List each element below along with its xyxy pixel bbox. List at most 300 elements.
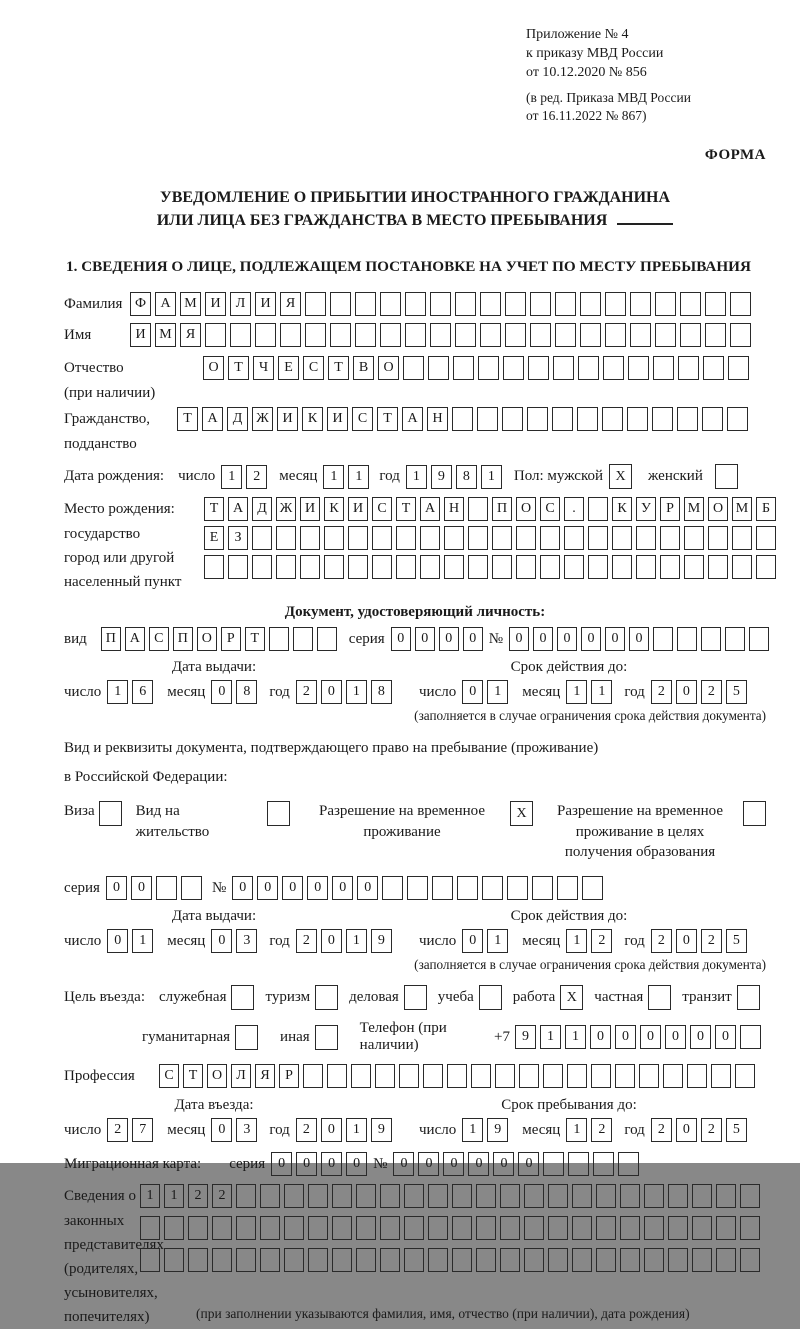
char-cell[interactable]: 9 bbox=[515, 1025, 536, 1049]
purpose-private-checkbox[interactable] bbox=[648, 985, 671, 1010]
char-cell[interactable] bbox=[428, 356, 449, 380]
char-cell[interactable] bbox=[252, 555, 272, 579]
char-cell[interactable]: 1 bbox=[566, 680, 587, 704]
char-cell[interactable]: 0 bbox=[590, 1025, 611, 1049]
char-cell[interactable] bbox=[756, 555, 776, 579]
char-cell[interactable] bbox=[740, 1025, 761, 1049]
char-cell[interactable] bbox=[568, 1152, 589, 1176]
char-cell[interactable] bbox=[705, 292, 726, 316]
char-cell[interactable] bbox=[476, 1184, 496, 1208]
char-cell[interactable] bbox=[423, 1064, 443, 1088]
char-cell[interactable] bbox=[269, 627, 289, 651]
char-cell[interactable]: 0 bbox=[676, 680, 697, 704]
char-cell[interactable]: Т bbox=[328, 356, 349, 380]
char-cell[interactable] bbox=[552, 407, 573, 431]
char-cell[interactable] bbox=[453, 356, 474, 380]
char-cell[interactable]: Т bbox=[396, 497, 416, 521]
char-cell[interactable]: У bbox=[636, 497, 656, 521]
char-cell[interactable]: 0 bbox=[107, 929, 128, 953]
char-cell[interactable] bbox=[567, 1064, 587, 1088]
char-cell[interactable]: 2 bbox=[591, 1118, 612, 1142]
purpose-tourism-checkbox[interactable] bbox=[315, 985, 338, 1010]
char-cell[interactable] bbox=[324, 526, 344, 550]
char-cell[interactable] bbox=[380, 292, 401, 316]
char-cell[interactable] bbox=[327, 1064, 347, 1088]
char-cell[interactable] bbox=[687, 1064, 707, 1088]
char-cell[interactable]: О bbox=[207, 1064, 227, 1088]
char-cell[interactable] bbox=[236, 1248, 256, 1272]
char-cell[interactable] bbox=[236, 1184, 256, 1208]
char-cell[interactable] bbox=[678, 356, 699, 380]
char-cell[interactable]: 1 bbox=[348, 465, 369, 489]
char-cell[interactable]: 1 bbox=[462, 1118, 483, 1142]
char-cell[interactable]: 1 bbox=[132, 929, 153, 953]
char-cell[interactable]: 0 bbox=[321, 1118, 342, 1142]
purpose-other-checkbox[interactable] bbox=[315, 1025, 338, 1050]
char-cell[interactable] bbox=[477, 407, 498, 431]
purpose-study-checkbox[interactable] bbox=[479, 985, 502, 1010]
char-cell[interactable]: Д bbox=[227, 407, 248, 431]
char-cell[interactable] bbox=[507, 876, 528, 900]
char-cell[interactable] bbox=[300, 555, 320, 579]
char-cell[interactable] bbox=[680, 323, 701, 347]
char-cell[interactable]: 0 bbox=[615, 1025, 636, 1049]
char-cell[interactable] bbox=[630, 292, 651, 316]
char-cell[interactable] bbox=[740, 1184, 760, 1208]
char-cell[interactable] bbox=[582, 876, 603, 900]
char-cell[interactable] bbox=[588, 497, 608, 521]
char-cell[interactable]: 0 bbox=[443, 1152, 464, 1176]
char-cell[interactable]: 0 bbox=[581, 627, 601, 651]
char-cell[interactable] bbox=[540, 526, 560, 550]
char-cell[interactable]: 1 bbox=[346, 1118, 367, 1142]
char-cell[interactable] bbox=[530, 323, 551, 347]
char-cell[interactable]: 0 bbox=[391, 627, 411, 651]
char-cell[interactable]: 1 bbox=[487, 680, 508, 704]
char-cell[interactable] bbox=[705, 323, 726, 347]
char-cell[interactable]: Н bbox=[427, 407, 448, 431]
char-cell[interactable] bbox=[228, 555, 248, 579]
char-cell[interactable] bbox=[732, 555, 752, 579]
char-cell[interactable]: 1 bbox=[566, 929, 587, 953]
char-cell[interactable]: Т bbox=[228, 356, 249, 380]
char-cell[interactable] bbox=[728, 356, 749, 380]
char-cell[interactable] bbox=[708, 526, 728, 550]
char-cell[interactable]: С bbox=[159, 1064, 179, 1088]
char-cell[interactable] bbox=[527, 407, 548, 431]
char-cell[interactable]: Р bbox=[279, 1064, 299, 1088]
char-cell[interactable] bbox=[692, 1248, 712, 1272]
char-cell[interactable] bbox=[356, 1184, 376, 1208]
char-cell[interactable] bbox=[500, 1216, 520, 1240]
char-cell[interactable] bbox=[330, 292, 351, 316]
char-cell[interactable]: И bbox=[348, 497, 368, 521]
char-cell[interactable]: . bbox=[564, 497, 584, 521]
char-cell[interactable]: Л bbox=[231, 1064, 251, 1088]
char-cell[interactable] bbox=[380, 1184, 400, 1208]
char-cell[interactable] bbox=[605, 292, 626, 316]
char-cell[interactable] bbox=[644, 1184, 664, 1208]
char-cell[interactable]: 0 bbox=[676, 1118, 697, 1142]
purpose-work-checkbox[interactable]: X bbox=[560, 985, 583, 1010]
char-cell[interactable]: З bbox=[228, 526, 248, 550]
char-cell[interactable]: С bbox=[540, 497, 560, 521]
char-cell[interactable] bbox=[405, 323, 426, 347]
char-cell[interactable] bbox=[280, 323, 301, 347]
char-cell[interactable] bbox=[593, 1152, 614, 1176]
char-cell[interactable] bbox=[756, 526, 776, 550]
char-cell[interactable]: 9 bbox=[371, 1118, 392, 1142]
purpose-humanitarian-checkbox[interactable] bbox=[235, 1025, 258, 1050]
char-cell[interactable]: И bbox=[277, 407, 298, 431]
char-cell[interactable] bbox=[730, 323, 751, 347]
char-cell[interactable] bbox=[260, 1184, 280, 1208]
char-cell[interactable] bbox=[628, 356, 649, 380]
char-cell[interactable] bbox=[548, 1184, 568, 1208]
char-cell[interactable]: 0 bbox=[393, 1152, 414, 1176]
char-cell[interactable]: 0 bbox=[307, 876, 328, 900]
char-cell[interactable] bbox=[668, 1216, 688, 1240]
char-cell[interactable]: 1 bbox=[107, 680, 128, 704]
char-cell[interactable] bbox=[505, 323, 526, 347]
char-cell[interactable] bbox=[420, 555, 440, 579]
char-cell[interactable] bbox=[407, 876, 428, 900]
char-cell[interactable] bbox=[276, 526, 296, 550]
char-cell[interactable]: И bbox=[300, 497, 320, 521]
char-cell[interactable] bbox=[480, 292, 501, 316]
char-cell[interactable]: 0 bbox=[211, 1118, 232, 1142]
char-cell[interactable]: 0 bbox=[493, 1152, 514, 1176]
char-cell[interactable]: 0 bbox=[271, 1152, 292, 1176]
char-cell[interactable] bbox=[380, 1216, 400, 1240]
char-cell[interactable]: 9 bbox=[431, 465, 452, 489]
char-cell[interactable]: О bbox=[516, 497, 536, 521]
char-cell[interactable] bbox=[644, 1216, 664, 1240]
char-cell[interactable] bbox=[403, 356, 424, 380]
char-cell[interactable] bbox=[308, 1248, 328, 1272]
char-cell[interactable]: 2 bbox=[296, 680, 317, 704]
char-cell[interactable] bbox=[500, 1248, 520, 1272]
char-cell[interactable] bbox=[557, 876, 578, 900]
char-cell[interactable]: 0 bbox=[463, 627, 483, 651]
char-cell[interactable] bbox=[476, 1216, 496, 1240]
char-cell[interactable] bbox=[428, 1184, 448, 1208]
char-cell[interactable]: 0 bbox=[332, 876, 353, 900]
char-cell[interactable]: 0 bbox=[106, 876, 127, 900]
char-cell[interactable]: 0 bbox=[357, 876, 378, 900]
char-cell[interactable] bbox=[330, 323, 351, 347]
char-cell[interactable] bbox=[555, 292, 576, 316]
char-cell[interactable] bbox=[660, 555, 680, 579]
char-cell[interactable] bbox=[476, 1248, 496, 1272]
char-cell[interactable] bbox=[612, 526, 632, 550]
char-cell[interactable] bbox=[430, 323, 451, 347]
char-cell[interactable]: 1 bbox=[591, 680, 612, 704]
char-cell[interactable]: 5 bbox=[726, 1118, 747, 1142]
char-cell[interactable]: 1 bbox=[346, 929, 367, 953]
char-cell[interactable]: Ж bbox=[252, 407, 273, 431]
char-cell[interactable] bbox=[404, 1248, 424, 1272]
char-cell[interactable]: 1 bbox=[540, 1025, 561, 1049]
char-cell[interactable] bbox=[630, 323, 651, 347]
char-cell[interactable] bbox=[524, 1248, 544, 1272]
char-cell[interactable]: П bbox=[173, 627, 193, 651]
char-cell[interactable] bbox=[725, 627, 745, 651]
char-cell[interactable]: 3 bbox=[236, 929, 257, 953]
char-cell[interactable]: 2 bbox=[701, 1118, 722, 1142]
char-cell[interactable]: 0 bbox=[346, 1152, 367, 1176]
char-cell[interactable]: П bbox=[101, 627, 121, 651]
char-cell[interactable]: 0 bbox=[676, 929, 697, 953]
char-cell[interactable]: 0 bbox=[131, 876, 152, 900]
char-cell[interactable] bbox=[684, 555, 704, 579]
char-cell[interactable] bbox=[156, 876, 177, 900]
char-cell[interactable]: Ф bbox=[130, 292, 151, 316]
char-cell[interactable] bbox=[639, 1064, 659, 1088]
char-cell[interactable] bbox=[428, 1248, 448, 1272]
char-cell[interactable]: 2 bbox=[651, 1118, 672, 1142]
char-cell[interactable] bbox=[452, 1184, 472, 1208]
char-cell[interactable] bbox=[492, 555, 512, 579]
char-cell[interactable]: 0 bbox=[605, 627, 625, 651]
char-cell[interactable]: С bbox=[352, 407, 373, 431]
char-cell[interactable] bbox=[615, 1064, 635, 1088]
char-cell[interactable] bbox=[305, 323, 326, 347]
char-cell[interactable] bbox=[382, 876, 403, 900]
char-cell[interactable] bbox=[716, 1248, 736, 1272]
char-cell[interactable]: 3 bbox=[236, 1118, 257, 1142]
char-cell[interactable] bbox=[293, 627, 313, 651]
char-cell[interactable] bbox=[644, 1248, 664, 1272]
char-cell[interactable] bbox=[653, 356, 674, 380]
char-cell[interactable]: Т bbox=[377, 407, 398, 431]
char-cell[interactable] bbox=[500, 1184, 520, 1208]
char-cell[interactable] bbox=[655, 292, 676, 316]
char-cell[interactable]: 1 bbox=[481, 465, 502, 489]
char-cell[interactable] bbox=[627, 407, 648, 431]
char-cell[interactable] bbox=[620, 1216, 640, 1240]
char-cell[interactable] bbox=[620, 1184, 640, 1208]
char-cell[interactable] bbox=[532, 876, 553, 900]
char-cell[interactable] bbox=[452, 1248, 472, 1272]
char-cell[interactable]: 0 bbox=[439, 627, 459, 651]
char-cell[interactable] bbox=[703, 356, 724, 380]
visa-checkbox[interactable] bbox=[99, 801, 122, 826]
char-cell[interactable] bbox=[548, 1248, 568, 1272]
char-cell[interactable] bbox=[708, 555, 728, 579]
residence-permit-checkbox[interactable] bbox=[267, 801, 290, 826]
char-cell[interactable] bbox=[524, 1216, 544, 1240]
char-cell[interactable]: 0 bbox=[462, 929, 483, 953]
char-cell[interactable] bbox=[420, 526, 440, 550]
char-cell[interactable] bbox=[660, 526, 680, 550]
char-cell[interactable] bbox=[284, 1184, 304, 1208]
char-cell[interactable] bbox=[732, 526, 752, 550]
char-cell[interactable] bbox=[356, 1216, 376, 1240]
char-cell[interactable]: П bbox=[492, 497, 512, 521]
char-cell[interactable] bbox=[684, 526, 704, 550]
char-cell[interactable]: 0 bbox=[462, 680, 483, 704]
char-cell[interactable] bbox=[372, 555, 392, 579]
char-cell[interactable]: Р bbox=[660, 497, 680, 521]
char-cell[interactable] bbox=[572, 1184, 592, 1208]
char-cell[interactable] bbox=[308, 1216, 328, 1240]
char-cell[interactable]: 0 bbox=[509, 627, 529, 651]
char-cell[interactable]: Е bbox=[204, 526, 224, 550]
char-cell[interactable] bbox=[530, 292, 551, 316]
char-cell[interactable] bbox=[212, 1248, 232, 1272]
char-cell[interactable]: Ч bbox=[253, 356, 274, 380]
char-cell[interactable]: 0 bbox=[518, 1152, 539, 1176]
char-cell[interactable]: 0 bbox=[321, 929, 342, 953]
char-cell[interactable] bbox=[716, 1216, 736, 1240]
char-cell[interactable] bbox=[324, 555, 344, 579]
char-cell[interactable] bbox=[603, 356, 624, 380]
char-cell[interactable]: А bbox=[420, 497, 440, 521]
char-cell[interactable]: М bbox=[155, 323, 176, 347]
char-cell[interactable] bbox=[677, 407, 698, 431]
char-cell[interactable] bbox=[492, 526, 512, 550]
char-cell[interactable]: 0 bbox=[640, 1025, 661, 1049]
char-cell[interactable] bbox=[636, 555, 656, 579]
char-cell[interactable]: О bbox=[203, 356, 224, 380]
char-cell[interactable] bbox=[236, 1216, 256, 1240]
char-cell[interactable]: Д bbox=[252, 497, 272, 521]
char-cell[interactable]: 1 bbox=[346, 680, 367, 704]
char-cell[interactable]: 1 bbox=[566, 1118, 587, 1142]
char-cell[interactable] bbox=[653, 627, 673, 651]
char-cell[interactable]: Я bbox=[280, 292, 301, 316]
char-cell[interactable] bbox=[284, 1216, 304, 1240]
char-cell[interactable]: О bbox=[378, 356, 399, 380]
char-cell[interactable]: Ж bbox=[276, 497, 296, 521]
char-cell[interactable]: 9 bbox=[487, 1118, 508, 1142]
char-cell[interactable]: М bbox=[180, 292, 201, 316]
char-cell[interactable]: 2 bbox=[212, 1184, 232, 1208]
char-cell[interactable] bbox=[680, 292, 701, 316]
char-cell[interactable] bbox=[447, 1064, 467, 1088]
char-cell[interactable] bbox=[355, 323, 376, 347]
char-cell[interactable]: О bbox=[197, 627, 217, 651]
char-cell[interactable] bbox=[577, 407, 598, 431]
char-cell[interactable] bbox=[260, 1216, 280, 1240]
char-cell[interactable]: К bbox=[324, 497, 344, 521]
char-cell[interactable]: 0 bbox=[321, 1152, 342, 1176]
char-cell[interactable]: 0 bbox=[690, 1025, 711, 1049]
char-cell[interactable] bbox=[356, 1248, 376, 1272]
char-cell[interactable] bbox=[740, 1216, 760, 1240]
char-cell[interactable] bbox=[396, 526, 416, 550]
char-cell[interactable]: А bbox=[155, 292, 176, 316]
char-cell[interactable] bbox=[380, 1248, 400, 1272]
char-cell[interactable] bbox=[140, 1216, 160, 1240]
char-cell[interactable]: 1 bbox=[164, 1184, 184, 1208]
char-cell[interactable]: 2 bbox=[701, 929, 722, 953]
temp-residence-checkbox[interactable]: X bbox=[510, 801, 533, 826]
char-cell[interactable] bbox=[702, 407, 723, 431]
char-cell[interactable] bbox=[482, 876, 503, 900]
char-cell[interactable] bbox=[572, 1248, 592, 1272]
char-cell[interactable]: 0 bbox=[321, 680, 342, 704]
char-cell[interactable] bbox=[332, 1184, 352, 1208]
char-cell[interactable]: 1 bbox=[406, 465, 427, 489]
char-cell[interactable] bbox=[255, 323, 276, 347]
char-cell[interactable] bbox=[516, 526, 536, 550]
char-cell[interactable] bbox=[204, 555, 224, 579]
char-cell[interactable]: А bbox=[202, 407, 223, 431]
char-cell[interactable] bbox=[580, 292, 601, 316]
char-cell[interactable] bbox=[572, 1216, 592, 1240]
char-cell[interactable]: К bbox=[612, 497, 632, 521]
char-cell[interactable]: 1 bbox=[565, 1025, 586, 1049]
char-cell[interactable]: 0 bbox=[211, 680, 232, 704]
char-cell[interactable] bbox=[564, 555, 584, 579]
char-cell[interactable] bbox=[596, 1216, 616, 1240]
char-cell[interactable] bbox=[432, 876, 453, 900]
char-cell[interactable] bbox=[602, 407, 623, 431]
temp-residence-education-checkbox[interactable] bbox=[743, 801, 766, 826]
char-cell[interactable] bbox=[605, 323, 626, 347]
char-cell[interactable]: 0 bbox=[665, 1025, 686, 1049]
char-cell[interactable] bbox=[636, 526, 656, 550]
char-cell[interactable] bbox=[543, 1152, 564, 1176]
char-cell[interactable] bbox=[399, 1064, 419, 1088]
char-cell[interactable]: А bbox=[228, 497, 248, 521]
char-cell[interactable] bbox=[457, 876, 478, 900]
char-cell[interactable] bbox=[260, 1248, 280, 1272]
char-cell[interactable] bbox=[471, 1064, 491, 1088]
char-cell[interactable] bbox=[284, 1248, 304, 1272]
char-cell[interactable] bbox=[588, 526, 608, 550]
purpose-transit-checkbox[interactable] bbox=[737, 985, 760, 1010]
char-cell[interactable]: Т bbox=[245, 627, 265, 651]
char-cell[interactable] bbox=[730, 292, 751, 316]
char-cell[interactable] bbox=[540, 555, 560, 579]
char-cell[interactable]: 0 bbox=[418, 1152, 439, 1176]
char-cell[interactable] bbox=[620, 1248, 640, 1272]
char-cell[interactable] bbox=[668, 1248, 688, 1272]
char-cell[interactable] bbox=[300, 526, 320, 550]
char-cell[interactable] bbox=[404, 1184, 424, 1208]
char-cell[interactable]: Т bbox=[183, 1064, 203, 1088]
char-cell[interactable] bbox=[727, 407, 748, 431]
char-cell[interactable]: С bbox=[372, 497, 392, 521]
char-cell[interactable]: А bbox=[125, 627, 145, 651]
char-cell[interactable]: И bbox=[205, 292, 226, 316]
char-cell[interactable]: 0 bbox=[557, 627, 577, 651]
char-cell[interactable] bbox=[140, 1248, 160, 1272]
char-cell[interactable] bbox=[188, 1216, 208, 1240]
char-cell[interactable]: 0 bbox=[257, 876, 278, 900]
char-cell[interactable] bbox=[468, 497, 488, 521]
char-cell[interactable] bbox=[578, 356, 599, 380]
char-cell[interactable] bbox=[701, 627, 721, 651]
char-cell[interactable] bbox=[372, 526, 392, 550]
char-cell[interactable] bbox=[396, 555, 416, 579]
char-cell[interactable] bbox=[655, 323, 676, 347]
char-cell[interactable] bbox=[181, 876, 202, 900]
char-cell[interactable]: О bbox=[708, 497, 728, 521]
char-cell[interactable] bbox=[596, 1248, 616, 1272]
char-cell[interactable] bbox=[524, 1184, 544, 1208]
char-cell[interactable] bbox=[303, 1064, 323, 1088]
char-cell[interactable] bbox=[505, 292, 526, 316]
char-cell[interactable] bbox=[495, 1064, 515, 1088]
char-cell[interactable] bbox=[332, 1216, 352, 1240]
char-cell[interactable]: Р bbox=[221, 627, 241, 651]
char-cell[interactable] bbox=[375, 1064, 395, 1088]
char-cell[interactable]: 0 bbox=[715, 1025, 736, 1049]
